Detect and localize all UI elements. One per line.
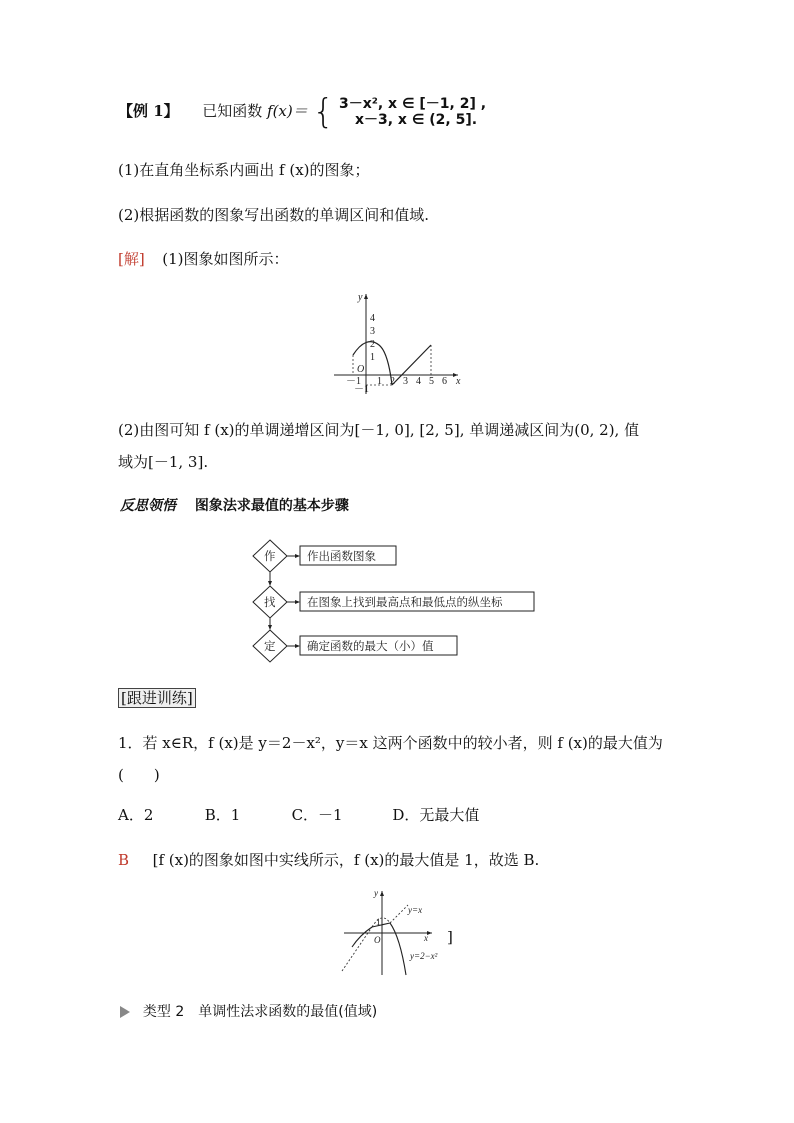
answer-text: [f (x)的图象如图中实线所示，f (x)的最大值是 1，故选 B. <box>152 851 540 869</box>
tick-1-label: 1 <box>376 917 381 927</box>
y-tick-3: 3 <box>370 326 375 337</box>
reflection-title: 反思领悟 <box>120 498 176 514</box>
answer-line <box>118 850 539 870</box>
piecewise-cases <box>339 96 486 128</box>
y-tick-4: 4 <box>370 313 375 324</box>
y-arrow <box>364 294 368 299</box>
example-intro: 已知函数 <box>202 102 263 120</box>
case-1: 3－x², x ∈ [－1, 2] , <box>338 96 487 112</box>
reflection-subtitle: 图象法求最值的基本步骤 <box>194 498 349 514</box>
line-label: y=x <box>408 905 423 915</box>
option-c: C．－1 <box>291 806 343 824</box>
x-label: x <box>456 376 461 387</box>
training-tag-wrap <box>118 688 196 708</box>
diamond-3-label: 定 <box>264 639 276 653</box>
training-question-line1: 1．若 x∈R，f (x)是 y＝2－x²，y＝x 这两个函数中的较小者，则 f (x)的最大值为 <box>118 734 663 752</box>
line-segment <box>392 345 431 385</box>
y-tick-neg1: －1 <box>354 384 369 395</box>
cases-brace: { <box>312 92 335 132</box>
origin-label-2: O <box>374 935 381 945</box>
min-function-graph <box>338 885 450 977</box>
parabola-left-solid <box>352 927 372 947</box>
diamond-1-label: 作 <box>264 549 276 563</box>
solution-tag: [解] <box>118 250 145 268</box>
section-title: 类型 2 单调性法求函数的最值(值域) <box>142 1004 378 1020</box>
x-tick-2: 2 <box>390 376 395 387</box>
question-1: (1)在直角坐标系内画出 f (x)的图象； <box>118 161 370 179</box>
case-2: x－3, x ∈ (2, 5]. <box>354 112 478 128</box>
line-lower-dashed <box>342 927 372 971</box>
answer-close-bracket: ] <box>447 928 453 946</box>
section-heading <box>120 1002 377 1022</box>
steps-flowchart <box>250 537 540 665</box>
y-label: y <box>358 292 363 303</box>
x-label-2: x <box>424 933 428 943</box>
parabola-right-solid <box>390 923 406 975</box>
box-1-label: 作出函数图象 <box>307 549 376 563</box>
solution-line <box>118 249 289 269</box>
box-2-label: 在图象上找到最高点和最低点的纵坐标 <box>307 595 503 609</box>
x-tick-3: 3 <box>403 376 408 387</box>
function-graph <box>330 288 465 398</box>
function-name: f(x)＝ <box>267 102 308 120</box>
answer-letter: B <box>118 851 130 869</box>
reflection-line <box>120 496 349 516</box>
y-label-2: y <box>374 888 378 898</box>
line-dashed <box>390 905 408 923</box>
x-tick-neg1: －1 <box>346 376 361 387</box>
option-b: B．1 <box>204 806 241 824</box>
box-3-label: 确定函数的最大（小）值 <box>307 639 434 653</box>
y-tick-2: 2 <box>370 339 375 350</box>
parabola-dashed <box>372 918 390 927</box>
solution-part2-line2: 域为[－1, 3]. <box>118 453 209 471</box>
solution-part2-line1: (2)由图可知 f (x)的单调递增区间为[－1, 0], [2, 5], 单调递减区间为(0, 2), 值 <box>118 421 640 439</box>
options-row <box>118 805 479 825</box>
solution-part1: (1)图象如图所示： <box>162 250 289 268</box>
curve-label: y=2−x² <box>410 951 438 961</box>
x-tick-4: 4 <box>416 376 421 387</box>
training-tag: [跟进训练] <box>118 688 196 708</box>
x-tick-1: 1 <box>377 376 382 387</box>
x-tick-6: 6 <box>442 376 447 387</box>
training-question-line2: ( ) <box>118 766 160 784</box>
line-solid <box>372 923 390 927</box>
question-2: (2)根据函数的图象写出函数的单调区间和值域. <box>118 206 430 224</box>
y-tick-1: 1 <box>370 352 375 363</box>
example-line <box>118 92 487 132</box>
example-tag: 【例 1】 <box>118 102 179 120</box>
x-tick-5: 5 <box>429 376 434 387</box>
diamond-2-label: 找 <box>264 595 276 609</box>
origin-label: O <box>357 364 365 375</box>
option-a: A．2 <box>118 806 154 824</box>
play-triangle-icon <box>120 1006 130 1018</box>
option-d: D．无最大值 <box>392 806 480 824</box>
